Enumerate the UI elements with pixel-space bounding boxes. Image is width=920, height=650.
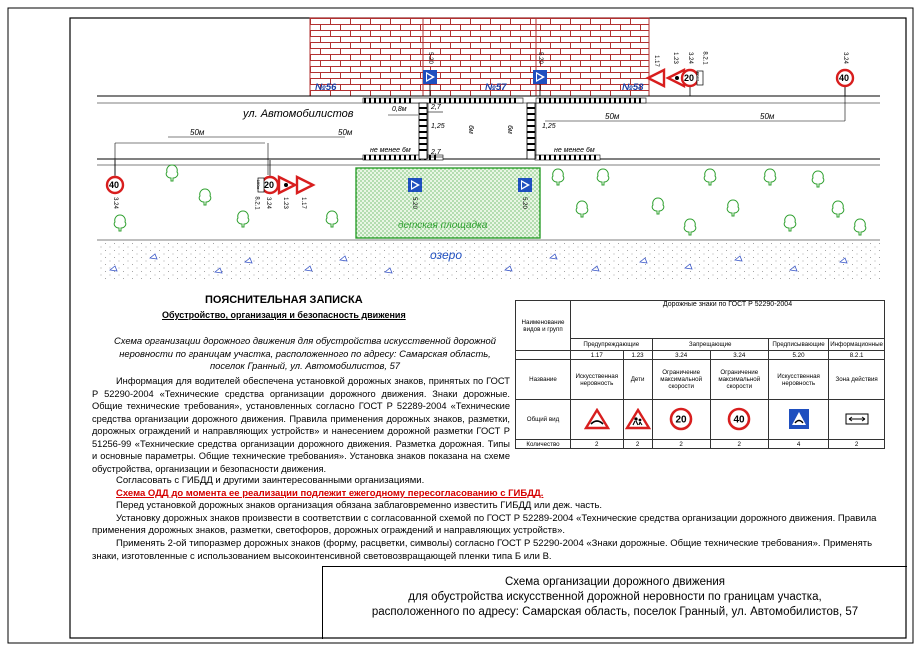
- code-324-bottom-2: 3.24: [264, 197, 271, 209]
- code-520-bottom-2: 5.20: [520, 197, 527, 209]
- note-intro: Схема организации дорожного движения для обустройства искусственной дорожной неровности по границам участка, расположенного по адресу: Самарская область, поселок Гранный, ул. Автомобилистов, 57: [113, 335, 496, 371]
- code-1: 1.17: [571, 351, 624, 360]
- plate-top-text: 150м: [695, 71, 701, 82]
- street-label: ул. Автомобилистов: [243, 108, 354, 120]
- code-520-top-1: 5.20: [426, 52, 433, 64]
- speed-40-text: 40: [733, 414, 745, 425]
- title-line-1: Схема организации дорожного движения: [504, 576, 726, 588]
- qty-3: 2: [652, 440, 710, 449]
- speed-bump-mandatory-icon: [788, 408, 810, 430]
- note-paragraph-5: Установку дорожных знаков произвести в соответствии с согласованной схемой по ГОСТ Р 52289-2004 «Технические средства организации дорожного движения. Правила применения дорожных знаков, разметки, светофоров, дорожных ограждений и направляющих устройств».: [92, 512, 877, 537]
- dim-2-7-a: 2,7: [431, 104, 441, 111]
- view-6: [829, 400, 885, 440]
- name-5: Искусственная неровность: [768, 360, 828, 400]
- house-58-label: №58: [622, 82, 644, 93]
- speedbump-sign-bottom-1: [408, 178, 422, 192]
- group-info: Информационные: [829, 339, 885, 351]
- code-324-top-2: 3.24: [841, 52, 848, 64]
- note-body: [92, 475, 892, 563]
- table-header-left: Наименование видов и групп: [516, 301, 571, 351]
- code-821-bottom: 8.2.1: [253, 196, 260, 210]
- qty-4: 2: [710, 440, 768, 449]
- code-6: 8.2.1: [829, 351, 885, 360]
- code-123-top: 1.23: [671, 52, 678, 64]
- code-2: 1.23: [623, 351, 652, 360]
- code-123-bottom: 1.23: [281, 197, 288, 209]
- road-signs-table: [515, 300, 885, 449]
- dim-min-6-b: не менее 6м: [554, 147, 595, 154]
- title-line-2: для обустройства искусственной дорожной неровности по границам участка,: [408, 591, 822, 603]
- speed20-top-text: 20: [684, 73, 695, 83]
- code-4: 3.24: [710, 351, 768, 360]
- name-3: Ограничение максимальной скорости: [652, 360, 710, 400]
- speed40-top-text: 40: [839, 73, 850, 83]
- note-paragraph-6: Применять 2-ой типоразмер дорожных знаков (форму, расцветки, символы) согласно ГОСТ Р 52290-2004 «Знаки дорожные. Общие технические требования». Применять знаки, изготовленные с использованием высокоинтенсивной световозвращающей пленки типа Б или В.: [92, 537, 873, 562]
- code-header-spacer: [516, 351, 571, 360]
- code-520-bottom-1: 5.20: [410, 197, 417, 209]
- house-56-label: №56: [315, 82, 337, 93]
- note-subtitle: Обустройство, организация и безопасность движения: [162, 310, 406, 320]
- dim-6: 6м: [466, 125, 474, 134]
- dim-min-6-a: не менее 6м: [370, 147, 411, 154]
- table-header-title: Дорожные знаки по ГОСТ Р 52290-2004: [571, 301, 885, 339]
- children-triangle-bottom: [279, 177, 295, 193]
- view-5: [768, 400, 828, 440]
- speed20-bottom-text: 20: [264, 180, 275, 190]
- note-title: ПОЯСНИТЕЛЬНАЯ ЗАПИСКА: [205, 294, 363, 306]
- dim-1-25-b: 1,25: [542, 123, 556, 130]
- group-prohibitory: Запрещающие: [652, 339, 768, 351]
- dim-50-b: 50м: [338, 128, 353, 137]
- qty-1: 2: [571, 440, 624, 449]
- row-name-label: Название: [516, 360, 571, 400]
- note-p1-text: Информация для водителей обеспечена установкой дорожных знаков, принятых по ГОСТ Р 52290-2004 «Технические средства организации дорожного движения. Знаки дорожные. Общие технические требования», установленных согласно ГОСТ Р 52289-2004 «Технические средства организации дорожного движения. Правила применения дорожных знаков, разметки, дорожных ограждений и направляющих устройств» и нанесением дорожной разметки ГОСТ Р 51256-99 «Технические средства организации дорожного движения. Разметка дорожная. Типы и основные параметры. Общие технические требования». Установка знаков показана на схеме обустройства, организации и безопасности движения.: [92, 376, 510, 474]
- note-paragraph-4: Перед установкой дорожных знаков организация обязана заблаговременно известить ГИБДД или деж. часть.: [116, 500, 603, 512]
- view-2: [623, 400, 652, 440]
- group-warning: Предупреждающие: [571, 339, 653, 351]
- plate-bottom-text: 150м: [256, 179, 262, 190]
- dim-6-b: 6м: [505, 125, 513, 134]
- view-4: [710, 400, 768, 440]
- name-6: Зона действия: [829, 360, 885, 400]
- code-117-top: 1.17: [652, 55, 659, 67]
- speedbump-sign-bottom-2: [518, 178, 532, 192]
- view-3: [652, 400, 710, 440]
- speed-bump-warning-icon: [584, 408, 610, 430]
- lake-shore: [97, 243, 880, 280]
- code-117-bottom: 1.17: [299, 197, 306, 209]
- dim-1-25-a: 1,25: [431, 123, 445, 130]
- note-paragraph-2: Согласовать с ГИБДД и другими заинтересованными организациями.: [116, 475, 425, 486]
- speed-limit-20-icon: [669, 407, 693, 431]
- code-821-top: 8.2.1: [701, 51, 708, 65]
- name-1: Искусственная неровность: [571, 360, 624, 400]
- row-qty-label: Количество: [516, 440, 571, 449]
- playground-label: детская площадка: [398, 220, 488, 231]
- code-324-top: 3.24: [686, 52, 693, 64]
- dim-50-d: 50м: [760, 112, 775, 121]
- speed-limit-40-icon: [727, 407, 751, 431]
- view-1: [571, 400, 624, 440]
- building-57: [423, 18, 536, 96]
- speed-bump-crossing-2: [527, 103, 535, 159]
- zone-plate-icon: [845, 413, 869, 425]
- dim-0-8: 0,8м: [392, 106, 407, 113]
- children-warning-icon: [625, 408, 651, 430]
- group-mandatory: Предписывающие: [768, 339, 828, 351]
- lake-label: озеро: [430, 248, 463, 262]
- speed40-bottom-text: 40: [109, 180, 120, 190]
- speed-20-text: 20: [675, 414, 687, 425]
- qty-5: 4: [768, 440, 828, 449]
- dim-50-a: 50м: [190, 128, 205, 137]
- name-4: Ограничение максимальной скорости: [710, 360, 768, 400]
- note-paragraph-3: Схема ОДД до момента ее реализации подлежит ежегодному пересогласованию с ГИБДД.: [116, 487, 544, 499]
- name-2: Дети: [623, 360, 652, 400]
- house-57-label: №57: [485, 82, 507, 93]
- row-view-label: Общий вид: [516, 400, 571, 440]
- speed-bump-crossing-1: [419, 103, 427, 159]
- warning-triangle-bottom: [297, 177, 313, 193]
- code-5: 5.20: [768, 351, 828, 360]
- title-block: [322, 566, 907, 639]
- title-line-3: расположенного по адресу: Самарская область, поселок Гранный, ул. Автомобилистов, 57: [371, 606, 859, 618]
- code-324-bottom: 3.24: [111, 197, 118, 209]
- warning-triangle-top: [648, 70, 664, 86]
- code-3: 3.24: [652, 351, 710, 360]
- dim-2-7-b: 2,7: [431, 149, 441, 156]
- qty-6: 2: [829, 440, 885, 449]
- dim-50-c: 50м: [605, 112, 620, 121]
- code-520-top-2: 5.20: [536, 52, 543, 64]
- qty-2: 2: [623, 440, 652, 449]
- note-paragraph-1a: [92, 375, 510, 475]
